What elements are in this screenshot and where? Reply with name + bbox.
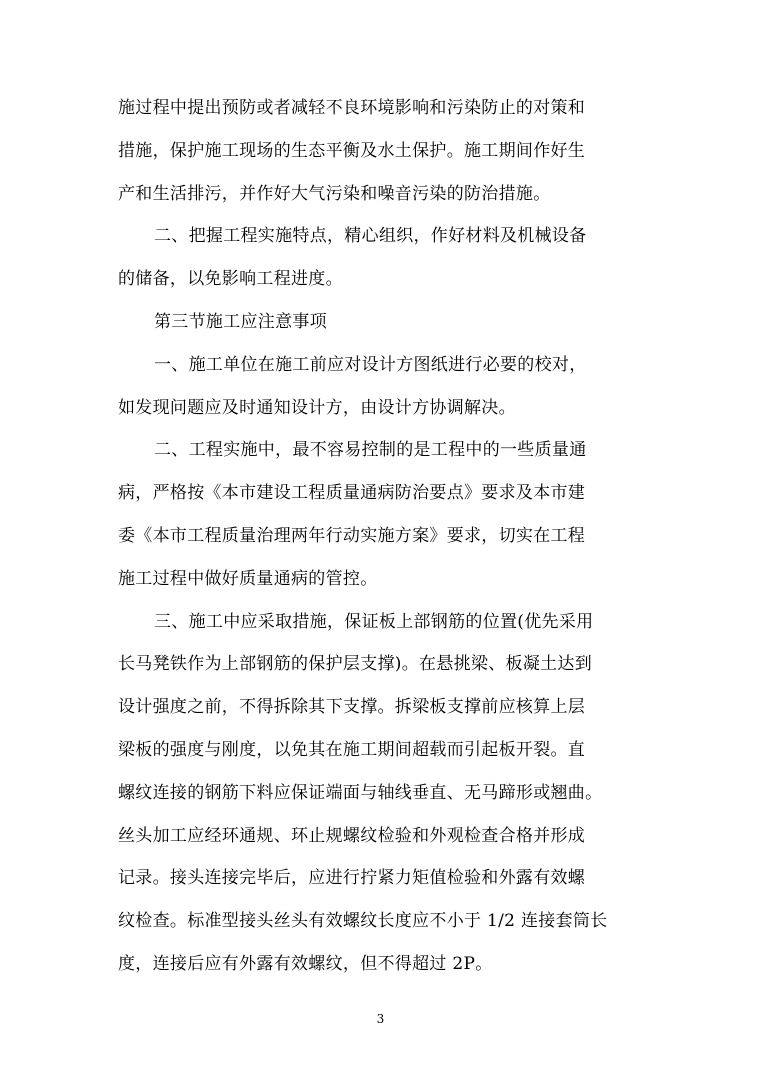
- text-line: 病，严格按《本市建设工程质量通病防治要点》要求及本市建: [118, 483, 586, 504]
- text-line: 设计强度之前，不得拆除其下支撑。拆梁板支撑前应核算上层: [118, 697, 586, 718]
- text-line: 丝头加工应经环通规、环止规螺纹检验和外观检查合格并形成: [118, 825, 586, 846]
- text-line: 长马凳铁作为上部钢筋的保护层支撑)。在悬挑梁、板凝土达到: [118, 654, 593, 675]
- text-line: 度，连接后应有外露有效螺纹，但不得超过 2P。: [118, 953, 493, 974]
- text-line: 委《本市工程质量治理两年行动实施方案》要求，切实在工程: [118, 525, 586, 546]
- page-number: 3: [376, 1012, 385, 1026]
- text-line: 的储备，以免影响工程进度。: [118, 269, 343, 290]
- text-line: 记录。接头连接完毕后，应进行拧紧力矩值检验和外露有效螺: [118, 868, 586, 889]
- body-text: [118, 87, 643, 986]
- paragraph-start-line: 二、把握工程实施特点，精心组织，作好材料及机械设备: [154, 226, 587, 247]
- text-line: 措施，保护施工现场的生态平衡及水土保护。施工期间作好生: [118, 140, 586, 161]
- paragraph-start-line: 二、工程实施中，最不容易控制的是工程中的一些质量通: [154, 440, 587, 461]
- text-line: 如发现问题应及时通知设计方，由设计方协调解决。: [118, 397, 516, 418]
- text-line: 纹检查。标准型接头丝头有效螺纹长度应不小于 1/2 连接套筒长: [118, 911, 608, 932]
- text-line: 螺纹连接的钢筋下料应保证端面与轴线垂直、无马蹄形或翘曲。: [118, 782, 603, 803]
- text-line: 梁板的强度与刚度，以免其在施工期间超载而引起板开裂。直: [118, 739, 586, 760]
- paragraph-start-line: 一、施工单位在施工前应对设计方图纸进行必要的校对，: [154, 354, 587, 375]
- section-heading: 第三节施工应注意事项: [154, 311, 327, 332]
- text-line: 产和生活排污，并作好大气污染和噪音污染的防治措施。: [118, 183, 551, 204]
- text-line: 施工过程中做好质量通病的管控。: [118, 568, 378, 589]
- paragraph-start-line: 三、施工中应采取措施，保证板上部钢筋的位置(优先采用: [154, 611, 594, 632]
- text-line: 施过程中提出预防或者减轻不良环境影响和污染防止的对策和: [118, 98, 586, 118]
